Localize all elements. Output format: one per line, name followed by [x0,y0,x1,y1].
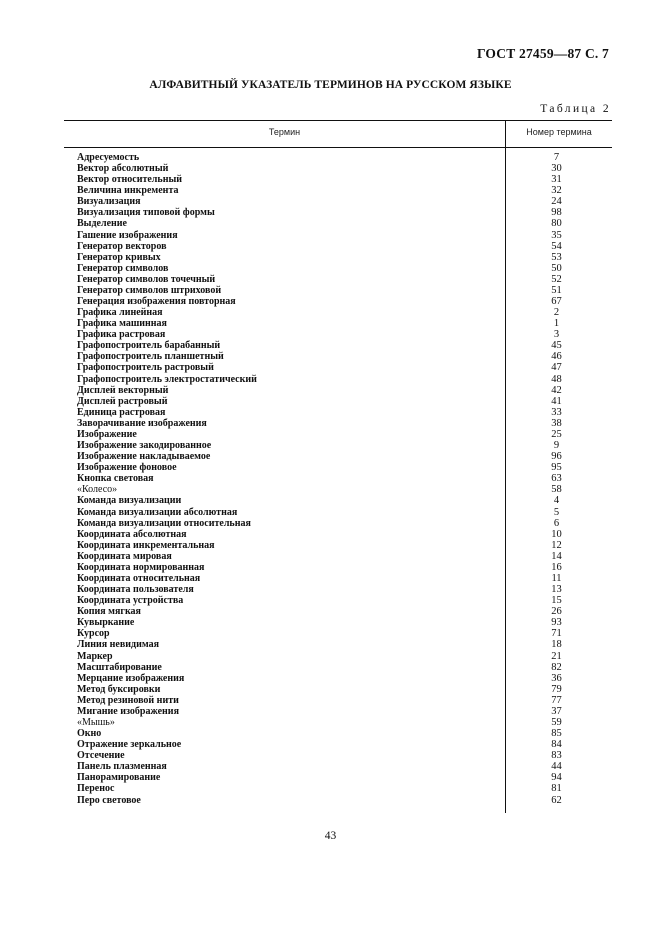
term-cell: Дисплей растровый [77,395,168,407]
table-row [0,584,661,595]
table-row [0,706,661,717]
term-cell: Генератор символов штриховой [77,284,222,296]
table-row [0,218,661,229]
term-number-cell: 24 [551,196,562,208]
table-row [0,296,661,307]
term-number-cell: 5 [553,506,560,518]
table-row [0,152,661,163]
term-cell: Маркер [77,650,113,662]
term-cell: Линия невидимая [77,639,159,651]
term-number-cell: 10 [551,528,562,540]
table-row [0,518,661,529]
term-number-cell: 21 [551,650,562,662]
table-row [0,573,661,584]
term-number-cell: 37 [551,705,562,717]
term-cell: Графопостроитель электростатический [77,373,257,385]
table-row [0,750,661,761]
term-cell: Команда визуализации абсолютная [77,506,238,518]
term-number-cell: 52 [551,273,562,285]
term-number-cell: 2 [553,307,560,319]
term-number-cell: 96 [551,451,562,463]
table-row [0,274,661,285]
term-number-cell: 79 [551,683,562,695]
term-cell: Координата нормированная [77,561,205,573]
table-row [0,385,661,396]
term-cell: Координата инкрементальная [77,539,215,551]
table-row [0,318,661,329]
term-cell: Команда визуализации [77,495,182,507]
table-row [0,507,661,518]
table-row [0,495,661,506]
table-row [0,263,661,274]
term-number-cell: 15 [551,595,562,607]
term-cell: Кувыркание [77,617,135,629]
term-cell: Команда визуализации относительная [77,517,251,529]
term-number-cell: 82 [551,661,562,673]
term-number-cell: 71 [551,628,562,640]
term-number-cell: 16 [551,561,562,573]
term-cell: Координата относительная [77,572,201,584]
term-cell: Графопостроитель растровый [77,362,214,374]
term-cell: Перенос [77,783,115,795]
term-number-cell: 84 [551,739,562,751]
term-number-cell: 14 [551,550,562,562]
table-row [0,562,661,573]
term-cell: Координата абсолютная [77,528,187,540]
term-cell: Гашение изображения [77,229,178,241]
term-cell: Панорамирование [77,772,161,784]
term-number-cell: 45 [551,340,562,352]
term-cell: «Колесо» [77,484,118,496]
term-cell: Мерцание изображения [77,672,185,684]
term-cell: Генератор векторов [77,240,167,252]
term-number-cell: 30 [551,163,562,175]
term-number-cell: 83 [551,750,562,762]
table-row [0,407,661,418]
term-number-cell: 6 [553,517,560,529]
table-row [0,429,661,440]
table-body [0,152,661,806]
table-row [0,662,661,673]
term-number-cell: 12 [551,539,562,551]
term-cell: Мигание изображения [77,705,179,717]
table-row [0,340,661,351]
term-number-cell: 58 [551,484,562,496]
table-row [0,684,661,695]
table-row [0,473,661,484]
term-number-cell: 59 [551,716,562,728]
term-cell: Графика линейная [77,307,163,319]
term-number-cell: 33 [551,406,562,418]
term-number-cell: 85 [551,728,562,740]
term-number-cell: 51 [551,284,562,296]
term-cell: Окно [77,728,102,740]
term-number-cell: 50 [551,262,562,274]
page-number: 43 [324,830,337,842]
term-cell: Метод резиновой нити [77,694,179,706]
term-number-cell: 9 [553,440,560,452]
term-number-cell: 54 [551,240,562,252]
table-row [0,628,661,639]
term-cell: Координата мировая [77,550,172,562]
table-caption: Таблица 2 [540,103,611,115]
column-header-number: Номер термина [526,127,592,137]
term-cell: Координата устройства [77,595,184,607]
term-cell: Координата пользователя [77,584,194,596]
term-number-cell: 13 [551,584,562,596]
term-number-cell: 31 [551,174,562,186]
table-row [0,606,661,617]
table-row [0,540,661,551]
term-number-cell: 18 [551,639,562,651]
term-cell: Вектор абсолютный [77,163,169,175]
term-number-cell: 81 [551,783,562,795]
term-number-cell: 36 [551,672,562,684]
term-cell: Изображение [77,428,137,440]
table-row [0,396,661,407]
term-cell: Генератор символов [77,262,169,274]
term-number-cell: 48 [551,373,562,385]
table-row [0,783,661,794]
term-number-cell: 93 [551,617,562,629]
table-row [0,673,661,684]
table-top-rule [64,120,612,121]
table-row [0,529,661,540]
term-number-cell: 80 [551,218,562,230]
table-header-rule [64,147,612,148]
term-cell: Величина инкремента [77,185,179,197]
document-title: АЛФАВИТНЫЙ УКАЗАТЕЛЬ ТЕРМИНОВ НА РУССКОМ ЯЗЫКЕ [149,79,512,91]
table-row [0,418,661,429]
term-cell: Графопостроитель планшетный [77,351,224,363]
term-cell: Дисплей векторный [77,384,169,396]
table-row [0,307,661,318]
table-row [0,440,661,451]
term-cell: Метод буксировки [77,683,161,695]
term-cell: Изображение накладываемое [77,451,211,463]
table-row [0,252,661,263]
term-number-cell: 11 [551,572,562,584]
term-cell: Генератор символов точечный [77,273,216,285]
term-number-cell: 62 [551,794,562,806]
term-number-cell: 98 [551,207,562,219]
term-number-cell: 26 [551,606,562,618]
term-number-cell: 38 [551,417,562,429]
table-row [0,651,661,662]
term-number-cell: 35 [551,229,562,241]
table-row [0,462,661,473]
table-row [0,207,661,218]
term-cell: Графика растровая [77,329,166,341]
term-number-cell: 1 [553,318,560,330]
table-row [0,639,661,650]
table-row [0,329,661,340]
table-row [0,230,661,241]
table-row [0,595,661,606]
term-number-cell: 25 [551,428,562,440]
term-number-cell: 47 [551,362,562,374]
term-number-cell: 42 [551,384,562,396]
term-number-cell: 3 [553,329,560,341]
column-header-term: Термин [268,127,301,137]
term-cell: Графика машинная [77,318,167,330]
term-cell: Курсор [77,628,110,640]
table-row [0,617,661,628]
term-cell: Масштабирование [77,661,162,673]
term-number-cell: 95 [551,462,562,474]
term-number-cell: 32 [551,185,562,197]
term-cell: Изображение фоновое [77,462,177,474]
term-cell: Кнопка световая [77,473,154,485]
table-row [0,196,661,207]
table-row [0,241,661,252]
term-number-cell: 41 [551,395,562,407]
table-row [0,451,661,462]
term-cell: Адресуемость [77,152,140,163]
term-cell: Изображение закодированное [77,440,212,452]
table-row [0,285,661,296]
term-cell: Копия мягкая [77,606,141,618]
term-cell: Отражение зеркальное [77,739,182,751]
term-cell: Графопостроитель барабанный [77,340,221,352]
table-row [0,484,661,495]
table-row [0,362,661,373]
term-number-cell: 44 [551,761,562,773]
table-row [0,351,661,362]
term-number-cell: 7 [553,152,560,163]
table-row [0,717,661,728]
term-cell: Визуализация типовой формы [77,207,215,219]
term-cell: Выделение [77,218,127,230]
table-row [0,739,661,750]
table-row [0,174,661,185]
term-number-cell: 46 [551,351,562,363]
term-cell: Отсечение [77,750,125,762]
term-cell: Перо световое [77,794,141,806]
table-row [0,551,661,562]
term-number-cell: 67 [551,296,562,308]
table-row [0,163,661,174]
table-row [0,761,661,772]
term-number-cell: 94 [551,772,562,784]
term-cell: Панель плазменная [77,761,167,773]
term-cell: Единица растровая [77,406,166,418]
table-row [0,695,661,706]
term-number-cell: 4 [553,495,560,507]
term-cell: Генерация изображения повторная [77,296,236,308]
term-cell: Заворачивание изображения [77,417,207,429]
term-number-cell: 77 [551,694,562,706]
term-number-cell: 63 [551,473,562,485]
term-cell: Генератор кривых [77,251,161,263]
term-cell: Визуализация [77,196,141,208]
table-row [0,728,661,739]
page-header-standard: ГОСТ 27459—87 С. 7 [476,46,609,61]
term-cell: «Мышь» [77,716,115,728]
term-cell: Вектор относительный [77,174,183,186]
table-row [0,185,661,196]
table-row [0,374,661,385]
table-row [0,795,661,806]
term-number-cell: 53 [551,251,562,263]
table-row [0,772,661,783]
